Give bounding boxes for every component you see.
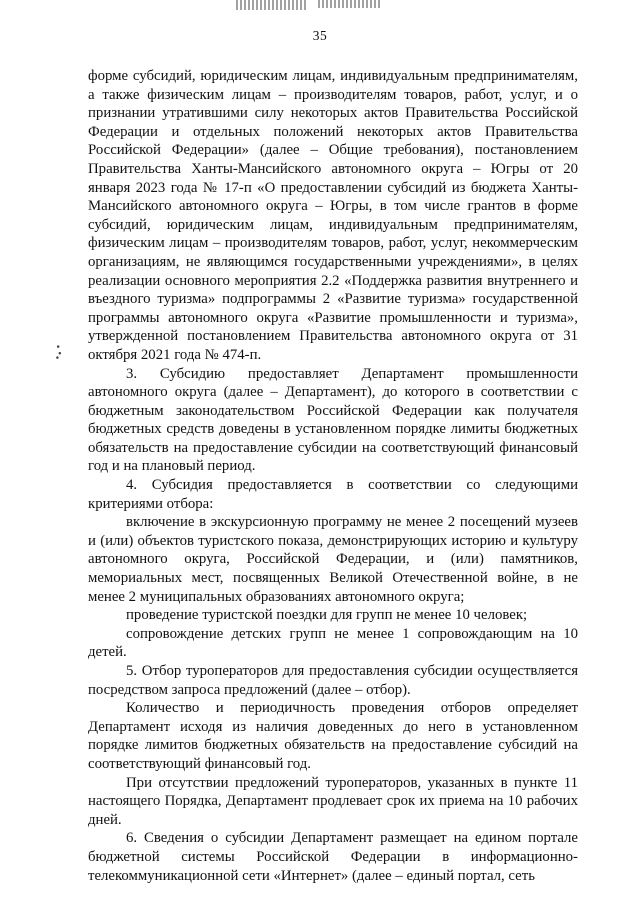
scan-artifact bbox=[318, 0, 380, 8]
scan-artifact bbox=[236, 0, 306, 10]
paragraph: включение в экскурсионную программу не менее 2 посещений музеев и (или) объектов туристского показа, демонстрирующих историю и культуру автономного округа, Российской Федерации, и (или) памятников, мемориальных мест, посвященных Великой Отечественной войне, в не менее 2 муниципальных образованиях автономного округа; bbox=[88, 514, 578, 605]
page-number: 35 bbox=[312, 28, 328, 43]
document-body bbox=[88, 67, 578, 885]
paragraph: форме субсидий, юридическим лицам, индивидуальным предпринимателям, а также физическим лицам – производителям товаров, работ, услуг, и о признании утратившими силу некоторых актов Правительства Российской Федерации и отдельных положений некоторых актов Правительства Российской Федерации» (далее – Общие требования), постановлением Правительства Ханты-Мансийского автономного округа – Югры от 20 января 2023 года № 17-п «О предоставлении субсидий из бюджета Ханты-Мансийского автономного округа – Югры, в том числе грантов в форме субсидий, юридическим лицам, индивидуальным предпринимателям, физическим лицам – производителям товаров, работ, услуг, некоммерческим организациям, не являющимся государственными учреждениями», в целях реализации основного мероприятия 2.2 «Поддержка развития внутреннего и въездного туризма» подпрограммы 2 «Развитие туризма» государственной программы автономного округа «Развитие промышленности и туризма», утвержденной постановлением Правительства автономного округа от 31 октября 2021 года № 474-п. bbox=[88, 68, 578, 363]
paragraph: 4. Субсидия предоставляется в соответствии со следующими критериями отбора: bbox=[88, 477, 578, 512]
paragraph: 3. Субсидию предоставляет Департамент промышленности автономного округа (далее – Департамент), до которого в соответствии с бюджетным законодательством Российской Федерации как получателя бюджетных средств доведены в установленном порядке лимиты бюджетных обязательств на предоставление субсидии на соответствующий финансовый год и на плановый период. bbox=[88, 365, 578, 475]
paragraph: 5. Отбор туроператоров для предоставления субсидии осуществляется посредством запроса предложений (далее – отбор). bbox=[88, 663, 578, 698]
paragraph: проведение туристской поездки для групп не менее 10 человек; bbox=[126, 607, 528, 624]
paragraph: сопровождение детских групп не менее 1 сопровождающим на 10 детей. bbox=[88, 625, 578, 661]
paragraph: Количество и периодичность проведения отборов определяет Департамент исходя из наличия доведенных до него в установленном порядке лимитов бюджетных обязательств на предоставление субсидий на соответствующий финансовый год. bbox=[88, 700, 578, 772]
paragraph: При отсутствии предложений туроператоров, указанных в пункте 11 настоящего Порядка, Департамент продлевает срок их приема на 10 рабочих дней. bbox=[88, 774, 578, 828]
paragraph: 6. Сведения о субсидии Департамент размещает на едином портале бюджетной системы Российской Федерации в информационно-телекоммуникационной сети «Интернет» (далее – единый портал, сеть bbox=[88, 830, 578, 884]
margin-mark bbox=[55, 340, 63, 362]
